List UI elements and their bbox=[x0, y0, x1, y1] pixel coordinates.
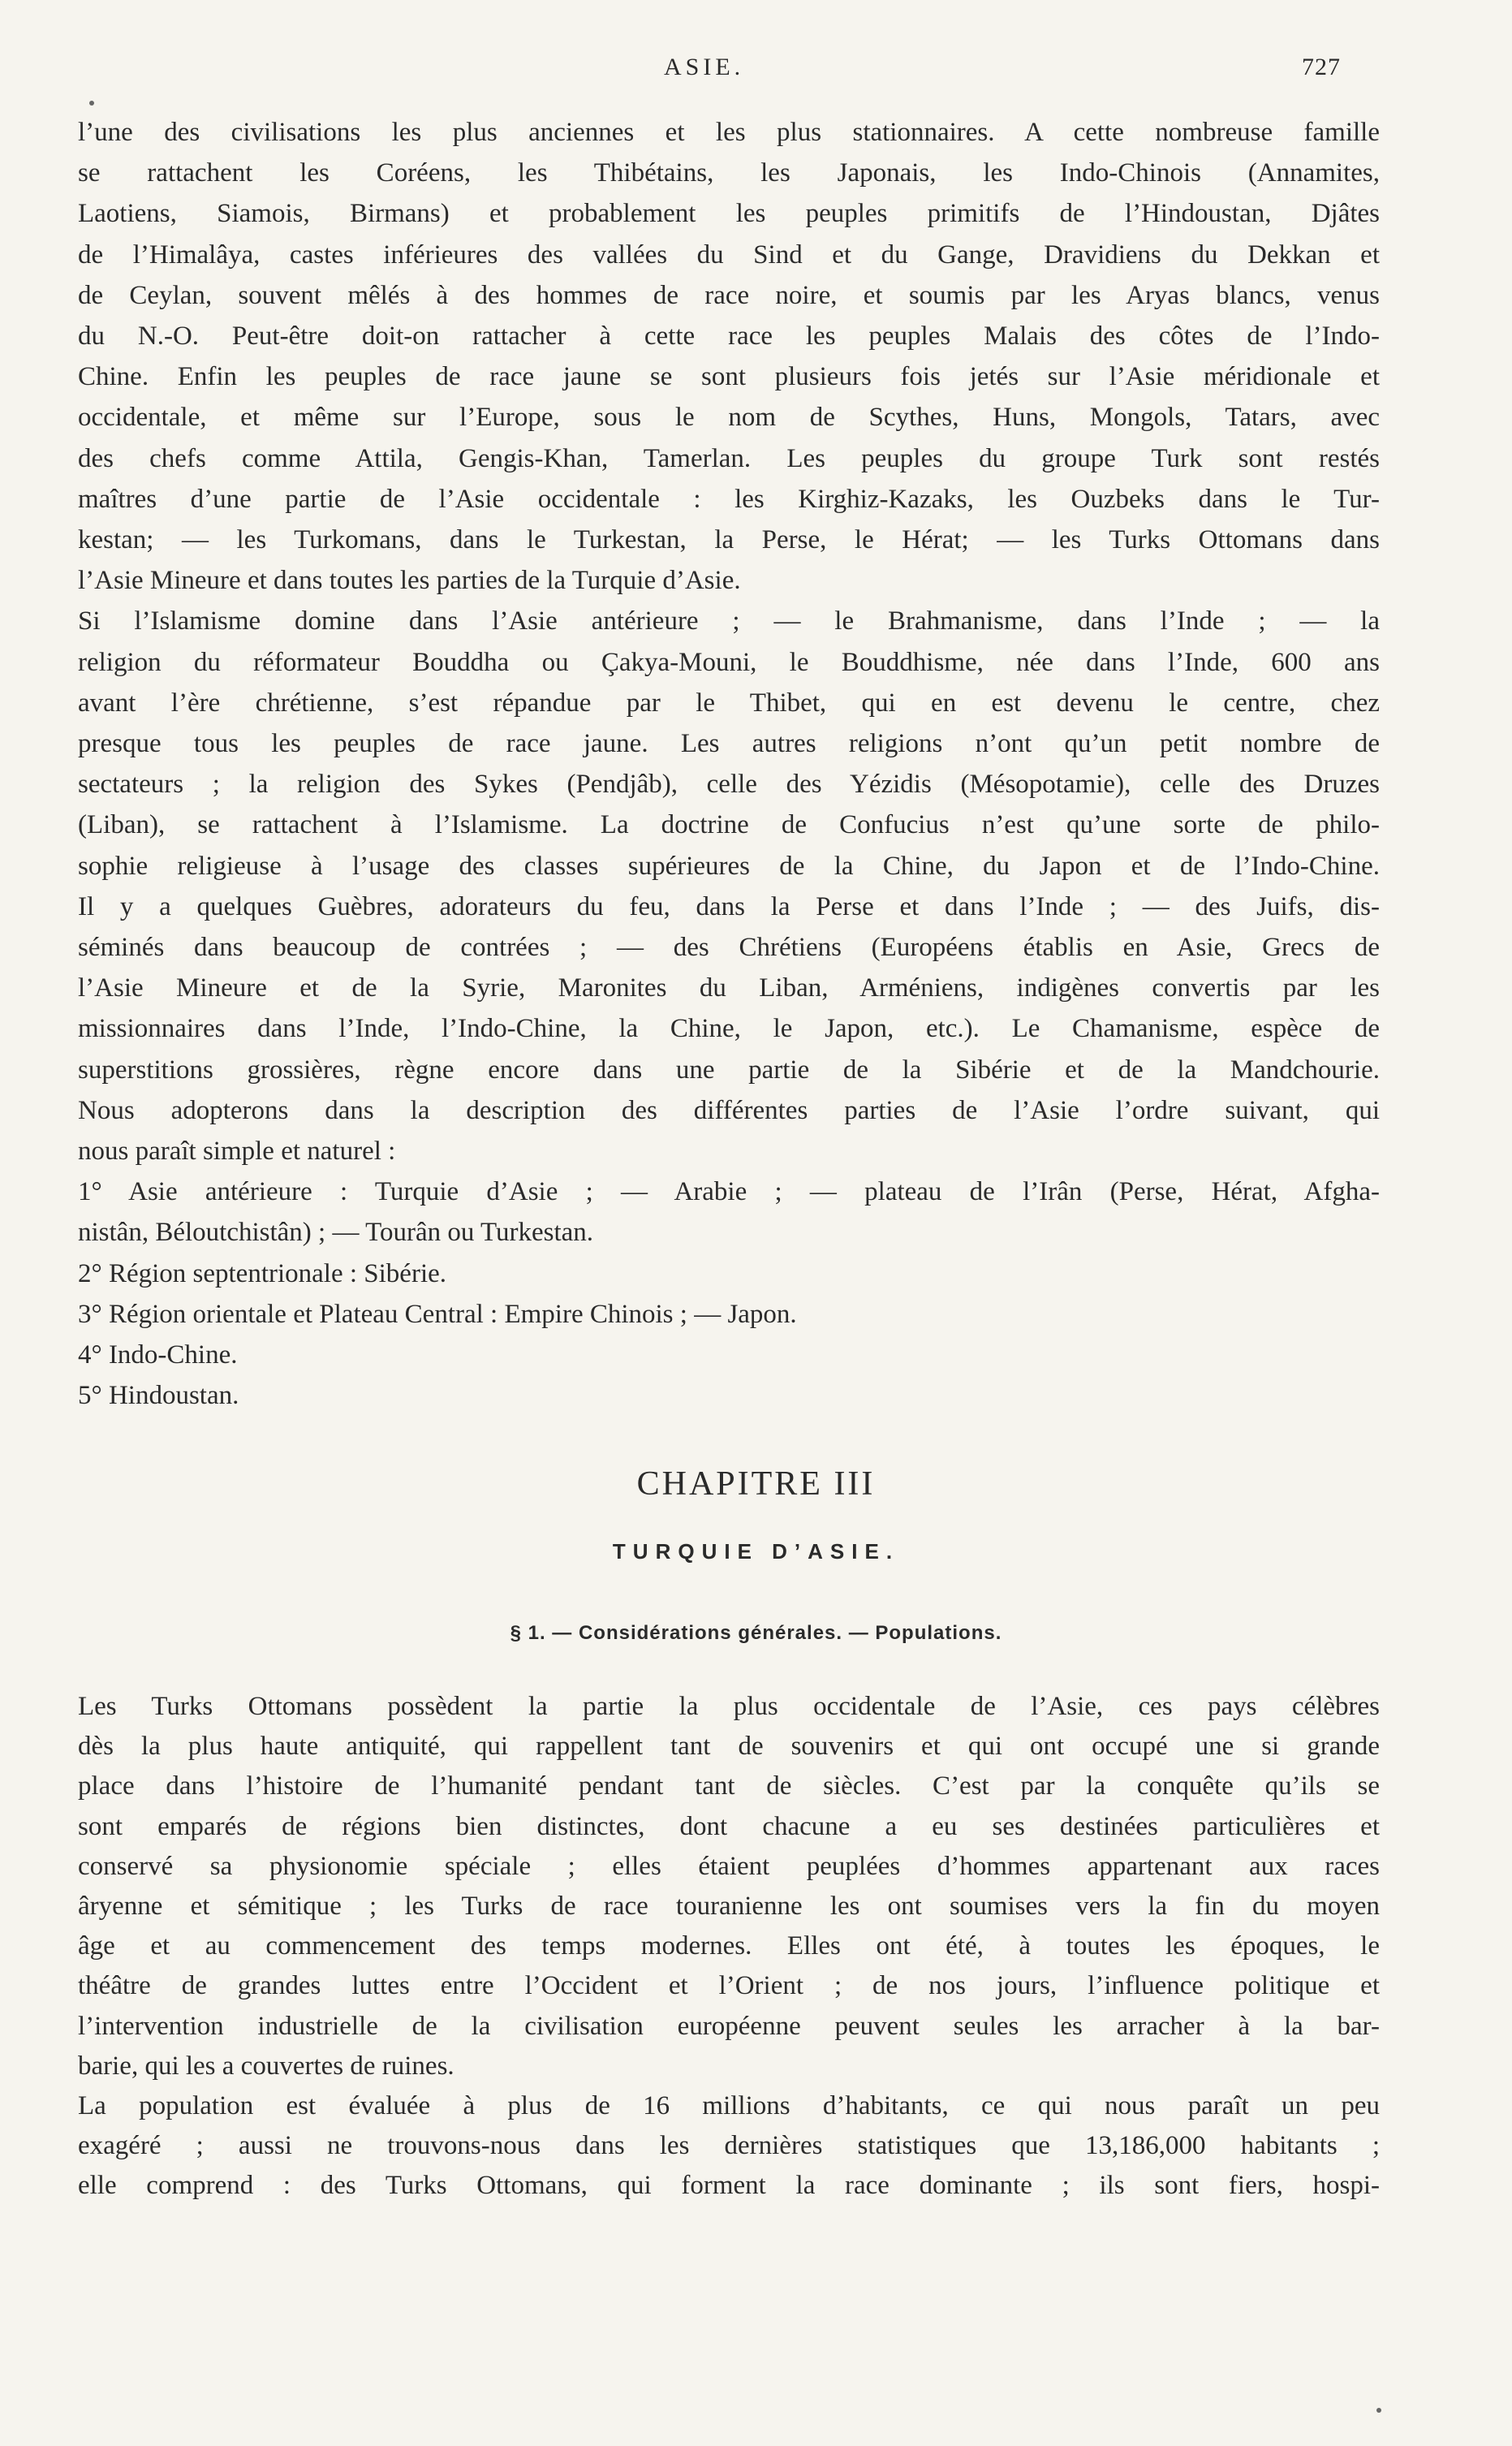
text-line: âge et au commencement des temps modernes. Elles ont été, à toutes les époques, le bbox=[78, 1931, 1380, 1961]
page-number: 727 bbox=[1302, 54, 1341, 80]
text-line: maîtres d’une partie de l’Asie occidentale : les Kirghiz-Kazaks, les Ouzbeks dans le Tur- bbox=[78, 484, 1380, 514]
subsection-title: § 1. — Considérations générales. — Populations. bbox=[510, 1622, 1002, 1644]
text-line: l’Asie Mineure et de la Syrie, Maronites du Liban, Arméniens, indigènes convertis par les bbox=[78, 973, 1380, 1003]
ink-speck bbox=[1376, 2408, 1381, 2413]
text-line: barie, qui les a couvertes de ruines. bbox=[78, 2051, 454, 2081]
text-line: des chefs comme Attila, Gengis-Khan, Tamerlan. Les peuples du groupe Turk sont restés bbox=[78, 443, 1380, 473]
text-line: séminés dans beaucoup de contrées ; — des Chrétiens (Européens établis en Asie, Grecs de bbox=[78, 933, 1380, 962]
text-line: de Ceylan, souvent mêlés à des hommes de race noire, et soumis par les Aryas blancs, venus bbox=[78, 280, 1380, 310]
text-line: 4° Indo-Chine. bbox=[78, 1340, 238, 1370]
section-title: TURQUIE D’ASIE. bbox=[612, 1539, 900, 1564]
text-line: La population est évaluée à plus de 16 millions d’habitants, ce qui nous paraît un peu bbox=[78, 2091, 1380, 2120]
text-line: l’une des civilisations les plus anciennes et les plus stationnaires. A cette nombreuse famille bbox=[78, 118, 1380, 147]
text-line: place dans l’histoire de l’humanité pendant tant de siècles. C’est par la conquête qu’ils se bbox=[78, 1771, 1380, 1801]
text-line: presque tous les peuples de race jaune. Les autres religions n’ont qu’un petit nombre de bbox=[78, 729, 1380, 758]
text-line: sont emparés de régions bien distinctes, dont chacune a eu ses destinées particulières et bbox=[78, 1811, 1380, 1841]
text-line: l’Asie Mineure et dans toutes les parties de la Turquie d’Asie. bbox=[78, 566, 741, 596]
text-line: se rattachent les Coréens, les Thibétains, les Japonais, les Indo-Chinois (Annamites, bbox=[78, 158, 1380, 188]
text-line: Les Turks Ottomans possèdent la partie la plus occidentale de l’Asie, ces pays célèbres bbox=[78, 1692, 1380, 1721]
text-line: avant l’ère chrétienne, s’est répandue par le Thibet, qui en est devenu le centre, chez bbox=[78, 688, 1380, 718]
text-line: dès la plus haute antiquité, qui rappellent tant de souvenirs et qui ont occupé une si grande bbox=[78, 1732, 1380, 1762]
chapter-title: CHAPITRE III bbox=[636, 1465, 876, 1503]
running-title: ASIE. bbox=[664, 54, 745, 80]
text-line: (Liban), se rattachent à l’Islamisme. La doctrine de Confucius n’est qu’une sorte de philo- bbox=[78, 810, 1380, 840]
text-line: âryenne et sémitique ; les Turks de race touranienne les ont soumises vers la fin du moyen bbox=[78, 1892, 1380, 1921]
text-line: Laotiens, Siamois, Birmans) et probablement les peuples primitifs de l’Hindoustan, Djâtes bbox=[78, 199, 1380, 229]
text-line: Il y a quelques Guèbres, adorateurs du feu, dans la Perse et dans l’Inde ; — des Juifs, dis- bbox=[78, 891, 1380, 921]
text-line: exagéré ; aussi ne trouvons-nous dans les dernières statistiques que 13,186,000 habitants ; bbox=[78, 2131, 1380, 2161]
text-line: occidentale, et même sur l’Europe, sous le nom de Scythes, Huns, Mongols, Tatars, avec bbox=[78, 403, 1380, 433]
text-line: théâtre de grandes luttes entre l’Occident et l’Orient ; de nos jours, l’influence politique et bbox=[78, 1971, 1380, 2001]
text-line: l’intervention industrielle de la civilisation européenne peuvent seules les arracher à la bar- bbox=[78, 2011, 1380, 2041]
text-line: sectateurs ; la religion des Sykes (Pendjâb), celle des Yézidis (Mésopotamie), celle des Druzes bbox=[78, 770, 1380, 800]
text-line: 5° Hindoustan. bbox=[78, 1381, 239, 1411]
text-line: du N.-O. Peut-être doit-on rattacher à cette race les peuples Malais des côtes de l’Indo- bbox=[78, 321, 1380, 351]
text-line: sophie religieuse à l’usage des classes supérieures de la Chine, du Japon et de l’Indo-Chine. bbox=[78, 851, 1380, 881]
text-line: Chine. Enfin les peuples de race jaune se sont plusieurs fois jetés sur l’Asie méridionale et bbox=[78, 362, 1380, 392]
text-line: Nous adopterons dans la description des différentes parties de l’Asie l’ordre suivant, qui bbox=[78, 1095, 1380, 1125]
text-line: nistân, Béloutchistân) ; — Tourân ou Turkestan. bbox=[78, 1218, 594, 1248]
text-line: kestan; — les Turkomans, dans le Turkestan, la Perse, le Hérat; — les Turks Ottomans dans bbox=[78, 525, 1380, 554]
text-line: 1° Asie antérieure : Turquie d’Asie ; — Arabie ; — plateau de l’Irân (Perse, Hérat, Afgha- bbox=[78, 1177, 1380, 1207]
text-line: 3° Région orientale et Plateau Central : Empire Chinois ; — Japon. bbox=[78, 1299, 797, 1329]
text-line: nous paraît simple et naturel : bbox=[78, 1137, 396, 1166]
text-line: de l’Himalâya, castes inférieures des vallées du Sind et du Gange, Dravidiens du Dekkan et bbox=[78, 239, 1380, 270]
text-line: elle comprend : des Turks Ottomans, qui forment la race dominante ; ils sont fiers, hospi- bbox=[78, 2171, 1380, 2201]
text-line: Si l’Islamisme domine dans l’Asie antérieure ; — le Brahmanisme, dans l’Inde ; — la bbox=[78, 606, 1380, 636]
text-line: superstitions grossières, règne encore dans une partie de la Sibérie et de la Mandchourie. bbox=[78, 1055, 1380, 1085]
text-line: conservé sa physionomie spéciale ; elles étaient peuplées d’hommes appartenant aux races bbox=[78, 1851, 1380, 1881]
text-line: 2° Région septentrionale : Sibérie. bbox=[78, 1258, 447, 1288]
text-line: missionnaires dans l’Inde, l’Indo-Chine, la Chine, le Japon, etc.). Le Chamanisme, espèce de bbox=[78, 1014, 1380, 1044]
ink-speck bbox=[89, 101, 94, 106]
text-line: religion du réformateur Bouddha ou Çakya-Mouni, le Bouddhisme, née dans l’Inde, 600 ans bbox=[78, 647, 1380, 677]
